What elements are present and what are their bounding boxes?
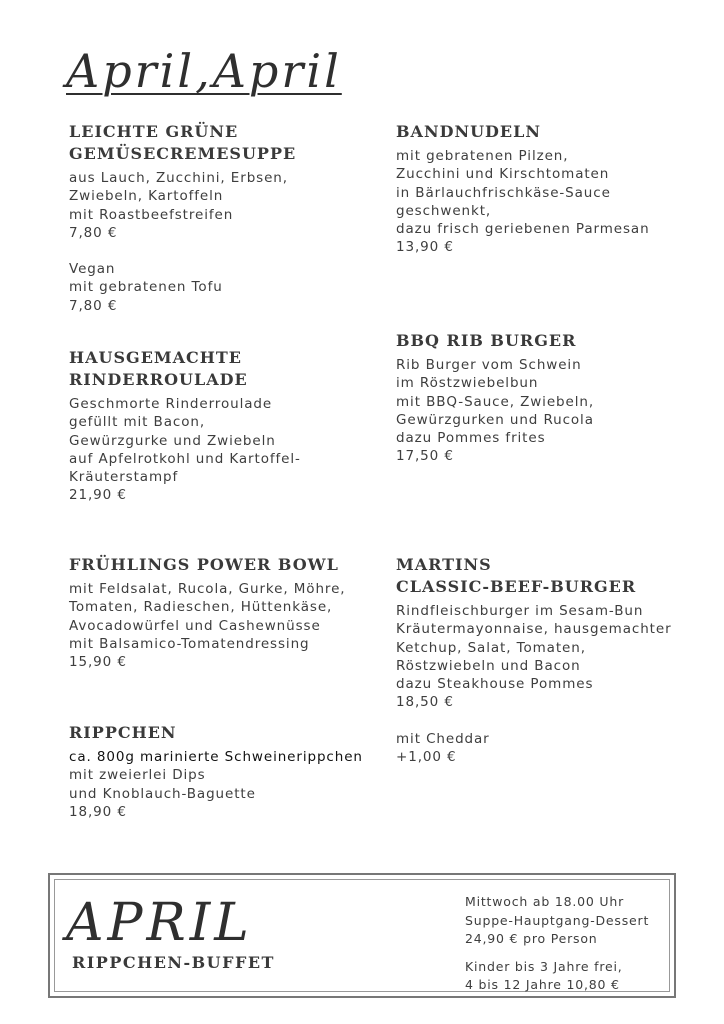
dish-description: aus Lauch, Zucchini, Erbsen, Zwiebeln, Kartoffeln mit Roastbeefstreifen 7,80 € bbox=[69, 170, 288, 241]
buffet-details: Mittwoch ab 18.00 Uhr Suppe-Hauptgang-Dessert 24,90 € pro Person bbox=[465, 894, 650, 946]
dish-description: mit Feldsalat, Rucola, Gurke, Möhre, Tomaten, Radieschen, Hüttenkäse, Avocadowürfel und Cashewnüsse mit Balsamico-Tomatendressing 15,90 € bbox=[69, 581, 346, 671]
dish-price: 18,50 € bbox=[396, 694, 454, 711]
buffet-kids-prices: Kinder bis 3 Jahre frei, 4 bis 12 Jahre 10,80 € bbox=[465, 958, 623, 992]
dish-price: 7,80 € bbox=[69, 224, 118, 241]
dish-classic-beef-burger bbox=[396, 554, 716, 766]
dish-name: RIPPCHEN bbox=[69, 723, 177, 742]
dish-price: 13,90 € bbox=[396, 239, 454, 256]
dish-vegan-option: Vegan mit gebratenen Tofu 7,80 € bbox=[69, 261, 223, 314]
dish-description: mit gebratenen Pilzen, Zucchini und Kirschtomaten in Bärlauchfrischkäse-Sauce geschwenkt, dazu frisch geriebenen Parmesan 13,90 € bbox=[396, 148, 650, 256]
dish-description: Rindfleischburger im Sesam-Bun Kräutermayonnaise, hausgemachter Ketchup, Salat, Tomaten, Röstzwiebeln und Bacon dazu Steakhouse Pommes 18,50 € bbox=[396, 603, 672, 711]
menu-title: April,April bbox=[66, 44, 342, 98]
dish-description: Geschmorte Rinderroulade gefüllt mit Bacon, Gewürzgurke und Zwiebeln auf Apfelrotkohl und Kartoffel- Kräuterstampf 21,90 € bbox=[69, 396, 301, 504]
dish-rippchen bbox=[69, 722, 379, 821]
dish-name: FRÜHLINGS POWER BOWL bbox=[69, 555, 339, 574]
dish-price: 17,50 € bbox=[396, 448, 454, 465]
dish-extra-option: mit Cheddar +1,00 € bbox=[396, 730, 490, 766]
dish-bandnudeln bbox=[396, 121, 706, 257]
dish-name: LEICHTE GRÜNE GEMÜSECREMESUPPE bbox=[69, 122, 297, 163]
dish-price: 21,90 € bbox=[69, 487, 127, 504]
dish-description: ca. 800g marinierte Schweinerippchen mit zweierlei Dips und Knoblauch-Baguette 18,90 € bbox=[69, 749, 363, 820]
dish-price: 7,80 € bbox=[69, 297, 118, 314]
buffet-info bbox=[465, 893, 665, 995]
dish-bbq-rib-burger bbox=[396, 330, 706, 466]
dish-name: HAUSGEMACHTE RINDERROULADE bbox=[69, 348, 248, 389]
dish-name: MARTINS CLASSIC-BEEF-BURGER bbox=[396, 555, 637, 596]
dish-name: BBQ RIB BURGER bbox=[396, 331, 577, 350]
dish-power-bowl bbox=[69, 554, 379, 671]
dish-description: Rib Burger vom Schwein im Röstzwiebelbun mit BBQ-Sauce, Zwiebeln, Gewürzgurken und Rucola dazu Pommes frites 17,50 € bbox=[396, 357, 595, 465]
dish-name: BANDNUDELN bbox=[396, 122, 541, 141]
dish-price: 15,90 € bbox=[69, 654, 127, 671]
dish-gemuesecremesuppe bbox=[69, 121, 379, 315]
buffet-subtitle: RIPPCHEN-BUFFET bbox=[72, 953, 275, 972]
dish-price: +1,00 € bbox=[396, 749, 457, 766]
buffet-title: APRIL bbox=[66, 893, 253, 953]
dish-rinderroulade bbox=[69, 347, 379, 505]
dish-price: 18,90 € bbox=[69, 803, 127, 820]
